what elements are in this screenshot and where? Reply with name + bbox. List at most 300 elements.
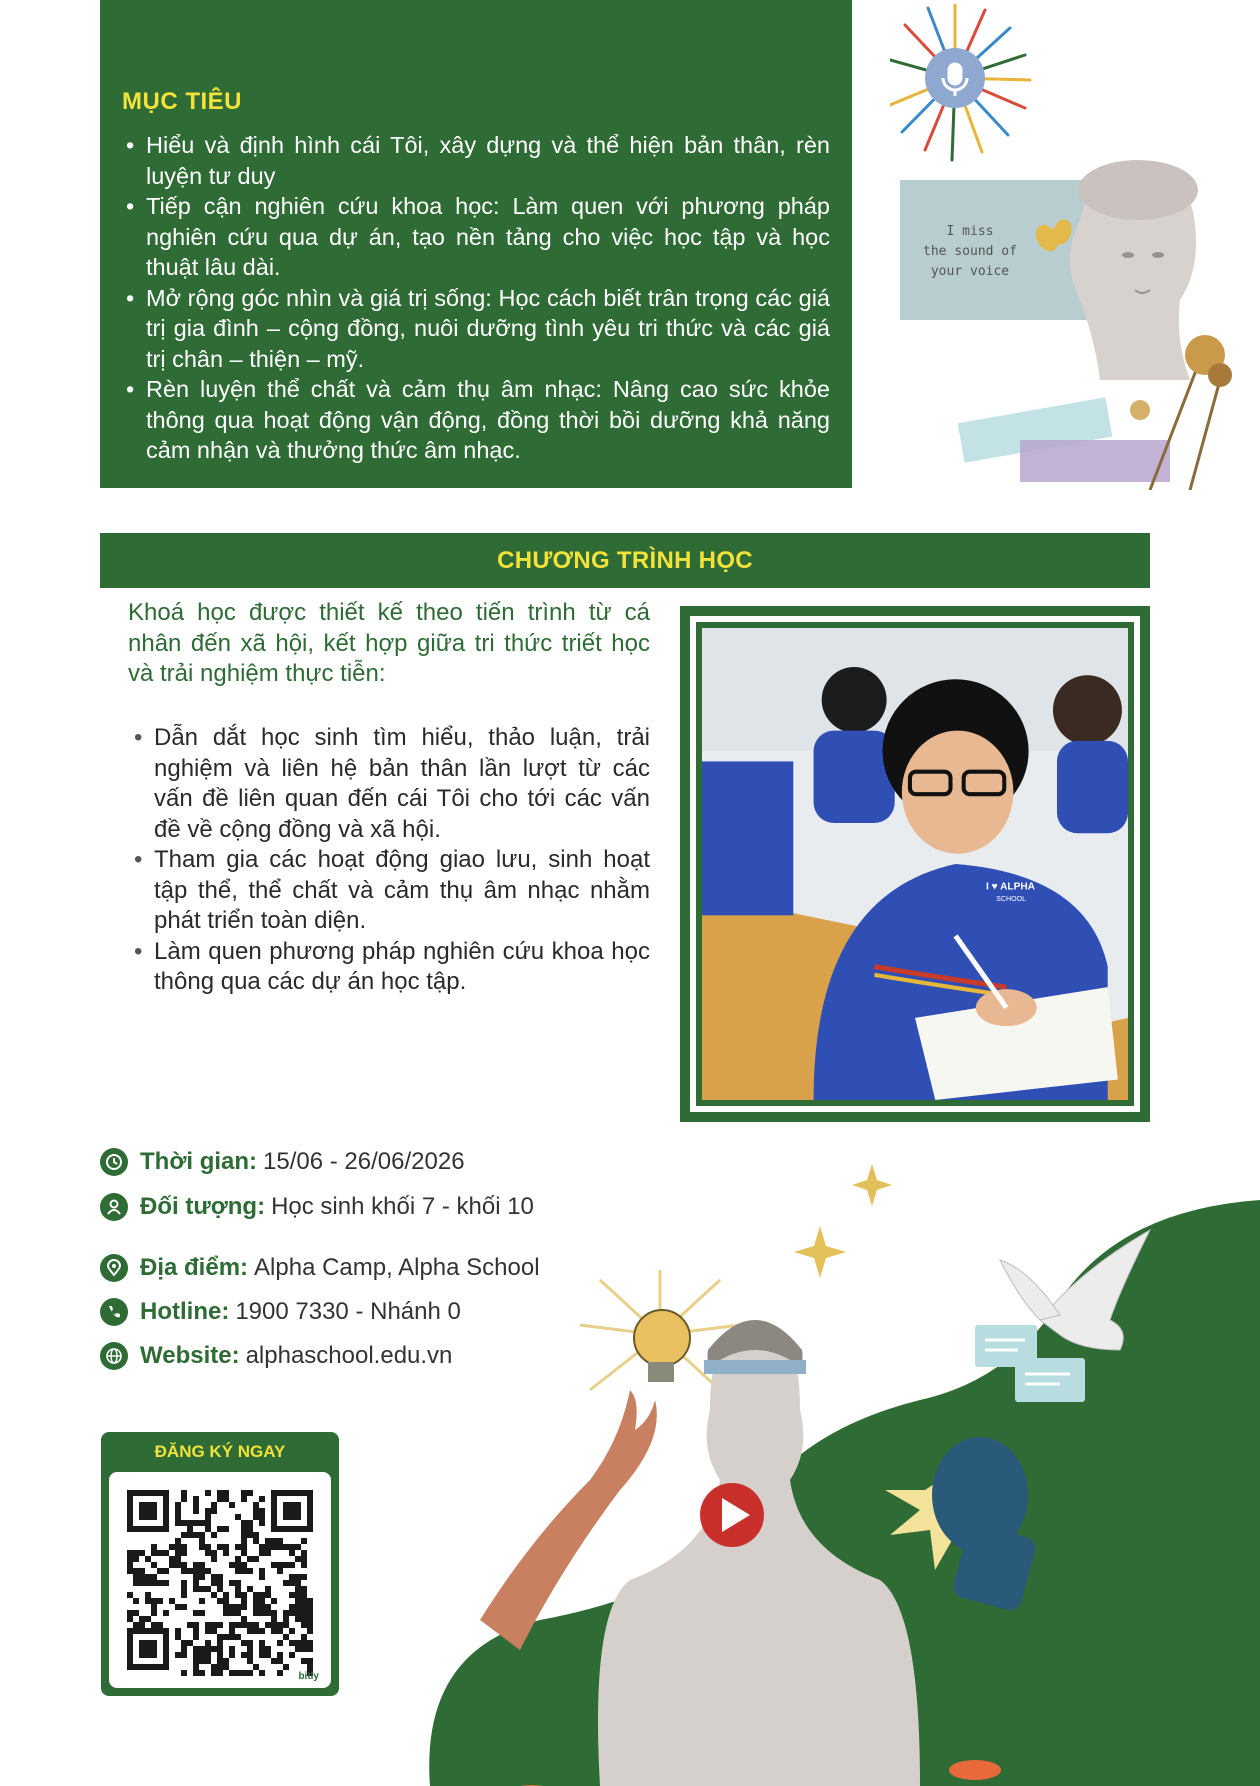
qr-module (259, 1508, 265, 1514)
qr-module (247, 1526, 253, 1532)
qr-module (301, 1604, 307, 1610)
website-label: Website: (140, 1342, 240, 1369)
qr-module (259, 1598, 265, 1604)
qr-module (181, 1646, 187, 1652)
qr-module (247, 1658, 253, 1664)
qr-module (145, 1580, 151, 1586)
place-value: Alpha Camp, Alpha School (254, 1254, 540, 1281)
qr-module (193, 1670, 199, 1676)
qr-module (199, 1586, 205, 1592)
qr-module (277, 1538, 283, 1544)
qr-module (199, 1598, 205, 1604)
qr-module (277, 1568, 283, 1574)
qr-module (169, 1598, 175, 1604)
qr-module (301, 1586, 307, 1592)
tape-purple (1020, 440, 1170, 482)
qr-module (163, 1580, 169, 1586)
qr-module (265, 1622, 271, 1628)
qr-module (223, 1658, 229, 1664)
qr-module (127, 1562, 133, 1568)
qr-module (253, 1556, 259, 1562)
qr-module (175, 1652, 181, 1658)
qr-module (175, 1508, 181, 1514)
qr-module (127, 1568, 133, 1574)
qr-module (301, 1556, 307, 1562)
qr-module (217, 1646, 223, 1652)
qr-module (247, 1568, 253, 1574)
qr-module (181, 1580, 187, 1586)
qr-module (271, 1538, 277, 1544)
qr-module (127, 1616, 133, 1622)
qr-module (247, 1640, 253, 1646)
qr-module (229, 1502, 235, 1508)
qr-module (193, 1496, 199, 1502)
qr-module (163, 1550, 169, 1556)
qr-module (229, 1628, 235, 1634)
info-hotline (100, 1298, 461, 1326)
qr-module (199, 1544, 205, 1550)
deco-capsule (949, 1760, 1001, 1780)
qr-module (157, 1568, 163, 1574)
qr-module (259, 1568, 265, 1574)
qr-module (205, 1586, 211, 1592)
qr-module (241, 1592, 247, 1598)
goal-item: • Mở rộng góc nhìn và giá trị sống: Học cách biết trân trọng các giá trị gia đình – cộng đồng, nuôi dưỡng tình yêu tri thức và các giá trị chân – thiện – mỹ. (122, 283, 830, 375)
qr-module (229, 1646, 235, 1652)
qr-module (151, 1574, 157, 1580)
audience-value: Học sinh khối 7 - khối 10 (271, 1193, 534, 1220)
qr-module (181, 1550, 187, 1556)
location-pin-icon (100, 1254, 128, 1282)
qr-module (253, 1598, 259, 1604)
qr-module (253, 1622, 259, 1628)
qr-module (193, 1580, 199, 1586)
hotline-value[interactable]: 1900 7330 - Nhánh 0 (235, 1298, 461, 1325)
qr-module (175, 1544, 181, 1550)
qr-module (301, 1658, 307, 1664)
qr-module (187, 1640, 193, 1646)
info-website (100, 1342, 452, 1370)
qr-module (229, 1634, 235, 1640)
qr-module (175, 1550, 181, 1556)
qr-module (193, 1634, 199, 1640)
qr-module (193, 1586, 199, 1592)
qr-module (253, 1664, 259, 1670)
qr-module (301, 1562, 307, 1568)
lightbulb-icon (634, 1310, 690, 1382)
qr-code-image (109, 1472, 331, 1688)
qr-module (187, 1568, 193, 1574)
qr-module (253, 1532, 259, 1538)
qr-module (193, 1508, 199, 1514)
qr-module (241, 1670, 247, 1676)
qr-module (217, 1658, 223, 1664)
qr-module (289, 1562, 295, 1568)
qr-module (259, 1496, 265, 1502)
qr-module (241, 1550, 247, 1556)
program-list (128, 723, 650, 998)
qr-module (145, 1616, 151, 1622)
qr-module (265, 1544, 271, 1550)
collage-decoration (890, 0, 1260, 490)
qr-module (247, 1652, 253, 1658)
register-card[interactable] (101, 1432, 339, 1696)
qr-module (193, 1658, 199, 1664)
qr-module (223, 1598, 229, 1604)
program-item: • Tham gia các hoạt động giao lưu, sinh hoạt tập thể, thể chất và cảm thụ âm nhạc nhằm phát triển toàn diện. (128, 845, 650, 937)
qr-module (253, 1628, 259, 1634)
qr-module (205, 1568, 211, 1574)
qr-module (217, 1598, 223, 1604)
qr-module (151, 1580, 157, 1586)
qr-module (151, 1550, 157, 1556)
qr-module (277, 1622, 283, 1628)
goal-item: • Rèn luyện thể chất và cảm thụ âm nhạc: Nâng cao sức khỏe thông qua hoạt động vận động, đồng thời bồi dưỡng khả năng cảm nhận và thưởng thức âm nhạc. (122, 374, 830, 466)
qr-module (271, 1658, 277, 1664)
qr-module (307, 1604, 313, 1610)
qr-module (277, 1562, 283, 1568)
goals-section (100, 0, 852, 488)
qr-module (223, 1664, 229, 1670)
qr-module (235, 1610, 241, 1616)
time-label: Thời gian: (140, 1148, 258, 1175)
note-line: the sound of (923, 244, 1017, 259)
qr-module (193, 1568, 199, 1574)
qr-module (133, 1574, 139, 1580)
qr-module (259, 1610, 265, 1616)
qr-module (241, 1496, 247, 1502)
qr-module (283, 1562, 289, 1568)
qr-module (247, 1490, 253, 1496)
goal-item: • Tiếp cận nghiên cứu khoa học: Làm quen với phương pháp nghiên cứu qua dự án, tạo nền tảng cho việc học tập và học thuật lâu dài. (122, 191, 830, 283)
qr-module (229, 1622, 235, 1628)
qr-module (145, 1574, 151, 1580)
qr-module (301, 1610, 307, 1616)
qr-module (175, 1556, 181, 1562)
program-item: • Làm quen phương pháp nghiên cứu khoa học thông qua các dự án học tập. (128, 937, 650, 998)
qr-module (211, 1622, 217, 1628)
qr-module (265, 1610, 271, 1616)
qr-module (271, 1562, 277, 1568)
qr-module (181, 1496, 187, 1502)
qr-module (283, 1622, 289, 1628)
qr-module (223, 1550, 229, 1556)
qr-module (289, 1652, 295, 1658)
qr-module (247, 1628, 253, 1634)
qr-module (229, 1580, 235, 1586)
qr-module (295, 1598, 301, 1604)
qr-module (217, 1640, 223, 1646)
qr-module (295, 1586, 301, 1592)
qr-module (133, 1610, 139, 1616)
qr-module (211, 1550, 217, 1556)
qr-module (217, 1586, 223, 1592)
qr-module (181, 1532, 187, 1538)
qr-module (211, 1502, 217, 1508)
qr-module (223, 1544, 229, 1550)
qr-module (205, 1628, 211, 1634)
qr-module (307, 1610, 313, 1616)
qr-module (187, 1520, 193, 1526)
qr-module (175, 1514, 181, 1520)
qr-module (241, 1538, 247, 1544)
qr-module (205, 1646, 211, 1652)
qr-module (139, 1622, 145, 1628)
qr-module (187, 1622, 193, 1628)
qr-module (193, 1622, 199, 1628)
qr-module (271, 1616, 277, 1622)
qr-module (205, 1550, 211, 1556)
qr-module (283, 1664, 289, 1670)
qr-module (253, 1592, 259, 1598)
qr-module (289, 1574, 295, 1580)
qr-module (187, 1532, 193, 1538)
qr-module (307, 1598, 313, 1604)
qr-module (133, 1568, 139, 1574)
qr-module (295, 1544, 301, 1550)
qr-module (133, 1622, 139, 1628)
qr-module (175, 1628, 181, 1634)
qr-module (307, 1640, 313, 1646)
qr-module (265, 1538, 271, 1544)
qr-module (265, 1550, 271, 1556)
globe-icon (100, 1342, 128, 1370)
qr-module (235, 1622, 241, 1628)
qr-module (127, 1556, 133, 1562)
qr-module (301, 1646, 307, 1652)
qr-module (139, 1550, 145, 1556)
qr-module (205, 1520, 211, 1526)
qr-module (265, 1586, 271, 1592)
qr-module (235, 1568, 241, 1574)
qr-module (217, 1622, 223, 1628)
time-value: 15/06 - 26/06/2026 (263, 1148, 465, 1175)
statue-bust (1070, 160, 1198, 380)
qr-module (259, 1520, 265, 1526)
qr-module (175, 1502, 181, 1508)
qr-module (253, 1604, 259, 1610)
qr-module (271, 1610, 277, 1616)
qr-module (301, 1574, 307, 1580)
qr-module (163, 1568, 169, 1574)
qr-module (253, 1502, 259, 1508)
goals-title: MỤC TIÊU (122, 88, 242, 115)
qr-module (193, 1502, 199, 1508)
note-line: your voice (930, 264, 1010, 279)
qr-module (193, 1520, 199, 1526)
qr-module (241, 1622, 247, 1628)
qr-module (247, 1646, 253, 1652)
qr-module (247, 1532, 253, 1538)
qr-module (241, 1532, 247, 1538)
qr-module (229, 1610, 235, 1616)
hotline-label: Hotline: (140, 1298, 230, 1325)
qr-module (301, 1622, 307, 1628)
qr-module (235, 1562, 241, 1568)
qr-module (295, 1646, 301, 1652)
qr-module (139, 1616, 145, 1622)
qr-module (277, 1628, 283, 1634)
qr-module (283, 1580, 289, 1586)
website-link[interactable]: alphaschool.edu.vn (245, 1342, 453, 1369)
qr-module (193, 1532, 199, 1538)
qr-module (205, 1544, 211, 1550)
qr-module (295, 1592, 301, 1598)
qr-module (247, 1520, 253, 1526)
qr-module (157, 1580, 163, 1586)
qr-module (235, 1514, 241, 1520)
qr-module (307, 1646, 313, 1652)
qr-module (259, 1670, 265, 1676)
qr-module (151, 1544, 157, 1550)
qr-module (241, 1640, 247, 1646)
qr-module (289, 1550, 295, 1556)
qr-module (277, 1652, 283, 1658)
qr-module (211, 1574, 217, 1580)
qr-module (211, 1532, 217, 1538)
qr-module (211, 1556, 217, 1562)
qr-module (211, 1646, 217, 1652)
qr-module (235, 1556, 241, 1562)
qr-module (217, 1634, 223, 1640)
qr-module (217, 1496, 223, 1502)
qr-module (259, 1574, 265, 1580)
qr-module (295, 1574, 301, 1580)
qr-module (289, 1592, 295, 1598)
qr-module (211, 1508, 217, 1514)
qr-module (271, 1544, 277, 1550)
qr-code[interactable] (109, 1472, 331, 1688)
qr-module (241, 1616, 247, 1622)
qr-module (193, 1646, 199, 1652)
qr-module (295, 1604, 301, 1610)
student-photo-frame (680, 606, 1150, 1122)
qr-module (289, 1640, 295, 1646)
qr-module (205, 1652, 211, 1658)
qr-module (217, 1652, 223, 1658)
qr-module (235, 1670, 241, 1676)
program-intro: Khoá học được thiết kế theo tiến trình từ cá nhân đến xã hội, kết hợp giữa tri thức triết học và trải nghiệm thực tiễn: (128, 599, 650, 687)
qr-module (241, 1520, 247, 1526)
qr-module (223, 1496, 229, 1502)
qr-module (151, 1604, 157, 1610)
qr-module (211, 1592, 217, 1598)
bitly-logo: bitly (298, 1671, 319, 1682)
qr-module (259, 1592, 265, 1598)
qr-module (271, 1628, 277, 1634)
qr-module (235, 1586, 241, 1592)
qr-module (169, 1544, 175, 1550)
info-time (100, 1148, 465, 1176)
qr-module (277, 1670, 283, 1676)
qr-module (295, 1610, 301, 1616)
qr-module (289, 1544, 295, 1550)
qr-module (175, 1604, 181, 1610)
qr-module (253, 1538, 259, 1544)
qr-module (175, 1562, 181, 1568)
qr-module (205, 1622, 211, 1628)
qr-module (289, 1628, 295, 1634)
qr-module (247, 1622, 253, 1628)
qr-module (175, 1538, 181, 1544)
qr-module (241, 1598, 247, 1604)
qr-module (235, 1634, 241, 1640)
qr-module (307, 1616, 313, 1622)
qr-module (289, 1610, 295, 1616)
qr-module (211, 1670, 217, 1676)
qr-module (211, 1664, 217, 1670)
shirt-logo-line: I ♥ ALPHA (986, 881, 1035, 893)
qr-module (127, 1592, 133, 1598)
qr-module (229, 1562, 235, 1568)
qr-module (175, 1634, 181, 1640)
qr-module (217, 1664, 223, 1670)
qr-module (175, 1520, 181, 1526)
qr-module (295, 1616, 301, 1622)
qr-module (205, 1526, 211, 1532)
qr-module (301, 1640, 307, 1646)
qr-module (199, 1568, 205, 1574)
shirt-logo-line: SCHOOL (996, 894, 1027, 903)
qr-module (181, 1490, 187, 1496)
qr-module (271, 1598, 277, 1604)
qr-module (235, 1580, 241, 1586)
qr-module (259, 1544, 265, 1550)
qr-module (253, 1610, 259, 1616)
qr-module (241, 1604, 247, 1610)
qr-module (187, 1526, 193, 1532)
qr-module (301, 1616, 307, 1622)
qr-module (199, 1610, 205, 1616)
qr-module (163, 1610, 169, 1616)
qr-module (223, 1604, 229, 1610)
qr-module (145, 1592, 151, 1598)
qr-module (265, 1646, 271, 1652)
qr-module (277, 1544, 283, 1550)
qr-module (181, 1520, 187, 1526)
qr-module (193, 1574, 199, 1580)
qr-module (223, 1526, 229, 1532)
qr-module (307, 1628, 313, 1634)
qr-module (235, 1544, 241, 1550)
student-writing-photo (702, 628, 1128, 1100)
qr-module (199, 1646, 205, 1652)
place-label: Địa điểm: (140, 1254, 249, 1281)
qr-module (139, 1580, 145, 1586)
qr-module (241, 1562, 247, 1568)
qr-module (295, 1580, 301, 1586)
qr-module (193, 1628, 199, 1634)
phone-icon (100, 1298, 128, 1326)
qr-module (307, 1622, 313, 1628)
qr-module (157, 1550, 163, 1556)
qr-module (217, 1580, 223, 1586)
qr-module (181, 1544, 187, 1550)
qr-module (217, 1574, 223, 1580)
qr-module (133, 1556, 139, 1562)
qr-module (265, 1652, 271, 1658)
qr-module (229, 1652, 235, 1658)
qr-module (193, 1562, 199, 1568)
qr-module (235, 1592, 241, 1598)
qr-module (223, 1610, 229, 1616)
qr-module (259, 1652, 265, 1658)
qr-module (229, 1604, 235, 1610)
audience-label: Đối tượng: (140, 1193, 266, 1220)
qr-module (247, 1670, 253, 1676)
qr-module (241, 1526, 247, 1532)
qr-module (193, 1610, 199, 1616)
